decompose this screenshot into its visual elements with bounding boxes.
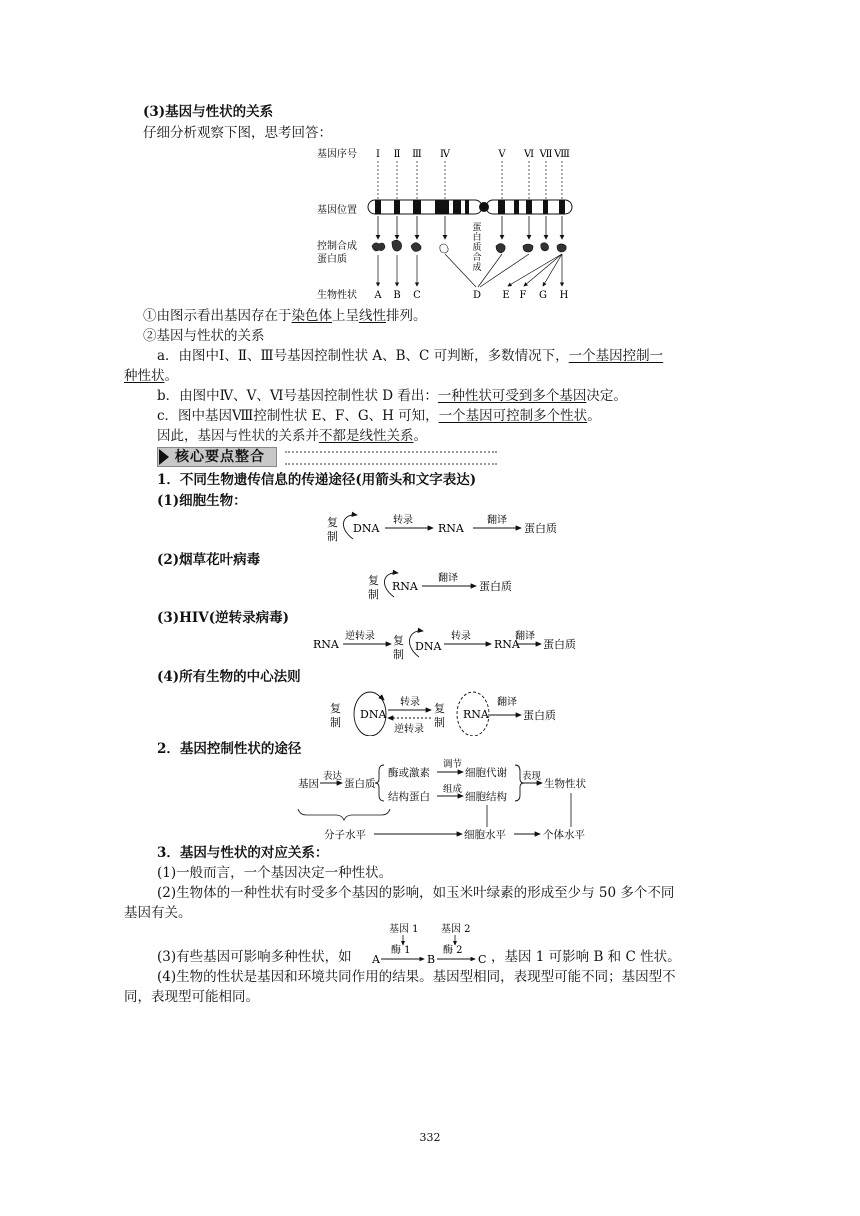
row-label-number: 基因序号: [317, 149, 357, 160]
svg-text:细胞水平: 细胞水平: [464, 829, 506, 841]
svg-text:翻译: 翻译: [487, 515, 507, 526]
point-c: c．图中基因Ⅷ控制性状 E、F、G、H 可知，一个基因可控制多个性状。: [157, 408, 601, 424]
trait-C: C: [413, 290, 421, 301]
svg-text:细胞代谢: 细胞代谢: [465, 767, 507, 779]
gene-number-5: Ⅴ: [498, 149, 506, 160]
point-a-cont: 种性状。: [124, 368, 178, 384]
gene-chromosome-figure: [300, 142, 590, 304]
svg-text:转录: 转录: [400, 697, 420, 708]
svg-text:DNA: DNA: [353, 522, 380, 535]
svg-text:C: C: [478, 953, 487, 966]
row-label-position: 基因位置: [317, 205, 357, 216]
svg-text:结构蛋白: 结构蛋白: [388, 791, 430, 803]
row-label-trait: 生物性状: [317, 290, 357, 301]
svg-text:RNA: RNA: [463, 708, 489, 721]
svg-text:复: 复: [330, 702, 341, 715]
svg-text:RNA: RNA: [392, 580, 418, 593]
section-3-3-post: ，基因 1 可影响 B 和 C 性状。: [491, 949, 681, 965]
section-2-title: 2．基因控制性状的途径: [157, 741, 302, 757]
svg-text:复: 复: [327, 516, 338, 529]
section-banner: [157, 447, 497, 467]
banner-arrow-icon: [159, 449, 169, 465]
gene-number-1: Ⅰ: [376, 149, 380, 160]
svg-text:蛋白质: 蛋白质: [524, 522, 557, 535]
section-3-3: (3)有些基因可影响多种性状，如: [157, 949, 352, 965]
svg-text:蛋白质: 蛋白质: [543, 638, 576, 651]
trait-H: H: [559, 290, 569, 301]
gene-number-8: Ⅷ: [554, 149, 570, 160]
svg-text:逆转录: 逆转录: [394, 724, 424, 735]
flow-tmv: [366, 569, 546, 603]
svg-text:翻译: 翻译: [515, 631, 535, 642]
flow-hiv: [311, 627, 611, 663]
section-3-1: (1)一般而言，一个基因决定一种性状。: [157, 865, 393, 881]
row-label-protein: 蛋白质: [317, 254, 347, 265]
svg-text:酶或激素: 酶或激素: [388, 767, 430, 779]
section-1-1: (1)细胞生物：: [157, 493, 247, 509]
svg-text:蛋白质: 蛋白质: [523, 709, 556, 722]
note-char-3: 质: [472, 243, 482, 253]
page-number: 332: [419, 1131, 441, 1144]
svg-text:DNA: DNA: [415, 640, 442, 653]
section-1-4: (4)所有生物的中心法则: [157, 669, 301, 685]
svg-text:表达: 表达: [323, 771, 343, 782]
banner-label: 核心要点整合: [175, 449, 265, 465]
svg-text:B: B: [427, 953, 436, 966]
trait-E: E: [502, 290, 510, 301]
svg-text:细胞结构: 细胞结构: [465, 791, 507, 803]
heading-gene-trait: (3)基因与性状的关系: [143, 104, 274, 120]
svg-text:转录: 转录: [393, 515, 413, 526]
section-3-2b: 基因有关。: [124, 905, 192, 921]
svg-text:制: 制: [434, 716, 445, 729]
svg-text:RNA: RNA: [438, 522, 464, 535]
gene-number-4: Ⅳ: [440, 149, 450, 160]
intro-text: 仔细分析观察下图，思考回答：: [143, 125, 332, 141]
note-char-2: 白: [472, 233, 482, 243]
svg-text:组成: 组成: [443, 784, 463, 795]
svg-text:酶 1: 酶 1: [391, 945, 411, 956]
svg-text:复: 复: [368, 574, 379, 587]
point-b: b．由图中Ⅳ、Ⅴ、Ⅵ号基因控制性状 D 看出：一种性状可受到多个基因决定。: [157, 388, 627, 404]
flow-central-dogma: [328, 688, 598, 736]
svg-text:转录: 转录: [451, 631, 471, 642]
note-char-4: 合: [472, 253, 482, 263]
svg-text:基因: 基因: [298, 778, 319, 790]
flow-cell: [325, 511, 595, 545]
note-char-1: 蛋: [472, 223, 482, 233]
row-label-control: 控制合成: [317, 241, 357, 252]
section-3-2a: (2)生物体的一种性状有时受多个基因的影响，如玉米叶绿素的形成至少与 50 多个不同: [157, 885, 675, 901]
gene-number-2: Ⅱ: [393, 149, 401, 160]
svg-text:个体水平: 个体水平: [543, 829, 585, 841]
svg-text:制: 制: [327, 530, 338, 543]
svg-text:分子水平: 分子水平: [324, 829, 366, 841]
gene-number-7: Ⅶ: [539, 149, 553, 160]
svg-text:调节: 调节: [443, 759, 463, 770]
svg-text:逆转录: 逆转录: [345, 631, 375, 642]
note-char-5: 成: [472, 263, 482, 273]
trait-D: D: [472, 290, 482, 301]
svg-text:复: 复: [393, 634, 404, 647]
gene-number-6: Ⅵ: [523, 149, 535, 160]
svg-text:复: 复: [434, 702, 445, 715]
point-2: ②基因与性状的关系: [143, 328, 265, 344]
svg-text:生物性状: 生物性状: [544, 778, 586, 790]
section-1-title: 1．不同生物遗传信息的传递途径(用箭头和文字表达): [157, 472, 477, 488]
svg-text:翻译: 翻译: [438, 573, 458, 584]
svg-text:制: 制: [393, 648, 404, 661]
section-3-4a: (4)生物的性状是基因和环境共同作用的结果。基因型相同，表现型可能不同；基因型不: [157, 969, 676, 985]
svg-text:蛋白质: 蛋白质: [479, 580, 512, 593]
gene-enzyme-pathway: [371, 921, 491, 967]
svg-text:制: 制: [330, 716, 341, 729]
conclusion: 因此，基因与性状的关系并不都是线性关系。: [157, 428, 427, 444]
gene-number-3: Ⅲ: [412, 149, 422, 160]
point-1: ①由图示看出基因存在于染色体上呈线性排列。: [143, 308, 427, 324]
svg-text:基因 2: 基因 2: [441, 924, 471, 935]
section-3-4b: 同，表现型可能相同。: [124, 989, 259, 1005]
trait-G: G: [539, 290, 547, 301]
svg-text:RNA: RNA: [494, 638, 520, 651]
svg-text:基因 1: 基因 1: [389, 924, 419, 935]
point-a: a．由图中Ⅰ、Ⅱ、Ⅲ号基因控制性状 A、B、C 可判断，多数情况下，一个基因控制一: [157, 348, 664, 364]
trait-B: B: [393, 290, 401, 301]
svg-text:翻译: 翻译: [497, 697, 517, 708]
svg-text:DNA: DNA: [360, 708, 387, 721]
svg-text:A: A: [372, 953, 380, 966]
trait-A: A: [374, 290, 382, 301]
trait-F: F: [519, 290, 527, 301]
svg-text:表现: 表现: [522, 771, 542, 782]
svg-text:RNA: RNA: [313, 638, 339, 651]
gene-trait-pathway: [296, 757, 606, 847]
svg-text:制: 制: [368, 588, 379, 601]
section-1-3: (3)HIV(逆转录病毒): [157, 610, 289, 626]
svg-text:酶 2: 酶 2: [443, 945, 463, 956]
section-3-title: 3．基因与性状的对应关系：: [157, 845, 329, 861]
section-1-2: (2)烟草花叶病毒: [157, 552, 261, 568]
svg-text:蛋白质: 蛋白质: [344, 778, 376, 790]
